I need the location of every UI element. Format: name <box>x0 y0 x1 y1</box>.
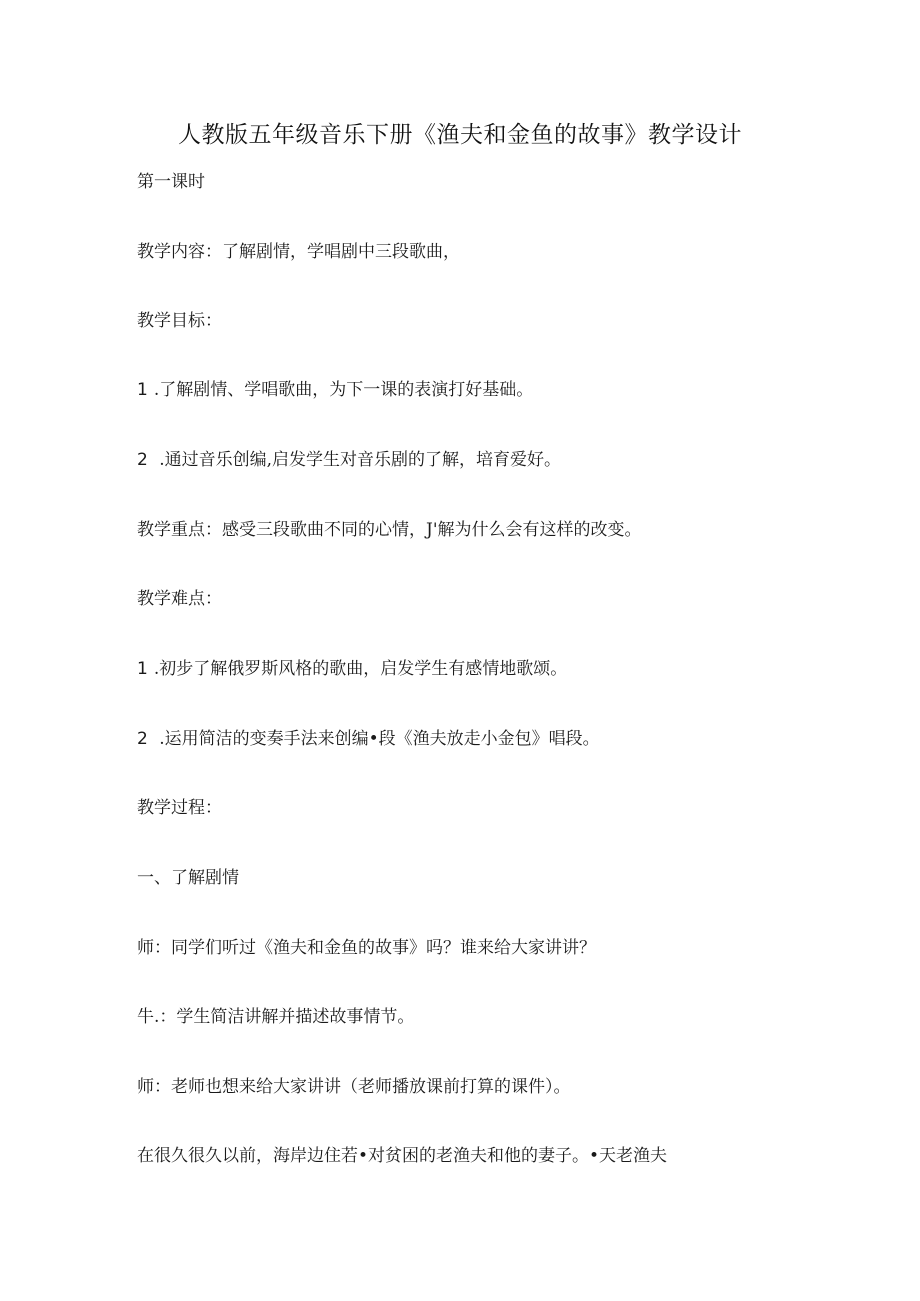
list-number: 1 <box>137 380 148 400</box>
list-item-text: .运用简洁的变奏手法来创编•段《渔夫放走小金包》唱段。 <box>153 729 600 749</box>
section-heading-1: 一、了解剧情 <box>137 868 239 888</box>
goal-item-2 <box>137 448 561 472</box>
process-heading: 教学过程： <box>137 798 222 818</box>
list-item-text: .通过音乐创编,启发学生对音乐剧的了解，培育爱好。 <box>153 450 562 470</box>
teaching-content: 教学内容：了解剧情，学唱剧中三段歌曲， <box>137 242 460 262</box>
document-title: 人教版五年级音乐下册《渔夫和金鱼的故事》教学设计 <box>178 122 742 148</box>
list-item-text: .了解剧情、学唱歌曲，为下一课的表演打好基础。 <box>153 380 534 400</box>
list-number: 2 <box>137 450 148 470</box>
difficulty-item-1 <box>137 657 567 681</box>
teacher-line-2: 师：老师也想来给大家讲讲（老师播放课前打算的课件）。 <box>137 1077 571 1097</box>
list-item-text: .初步了解俄罗斯风格的歌曲，启发学生有感情地歌颂。 <box>153 659 568 679</box>
lesson-number: 第一课时 <box>137 172 205 192</box>
story-line: 在很久很久以前，海岸边住若•对贫困的老渔夫和他的妻子。•天老渔夫 <box>137 1146 668 1166</box>
key-points: 教学重点：感受三段歌曲不同的心情，J'解为什么会有这样的改变。 <box>137 520 642 540</box>
teaching-goals-heading: 教学目标： <box>137 311 222 331</box>
teacher-line-1: 师：同学们听过《渔夫和金鱼的故事》吗？谁来给大家讲讲？ <box>137 938 596 958</box>
list-number: 1 <box>137 659 148 679</box>
goal-item-1 <box>137 378 533 402</box>
difficulty-item-2 <box>137 727 600 751</box>
list-number: 2 <box>137 729 148 749</box>
student-line: 牛.：学生简洁讲解并描述故事情节。 <box>137 1007 415 1027</box>
difficulties-heading: 教学难点： <box>137 589 222 609</box>
